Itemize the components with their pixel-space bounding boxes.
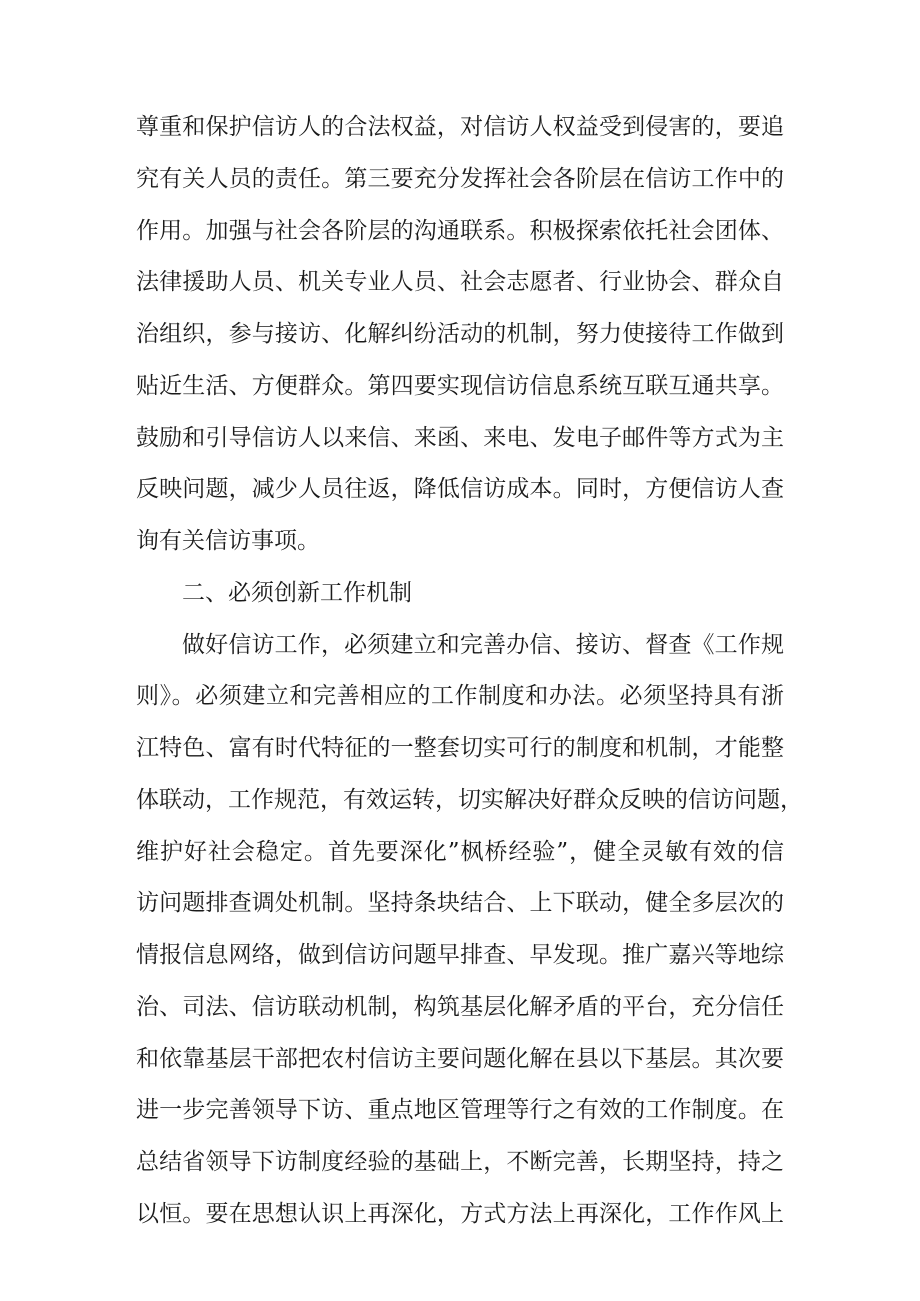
body-text-line: 法律援助人员、机关专业人员、社会志愿者、行业协会、群众自 xyxy=(136,269,784,295)
body-text-line: 作用。加强与社会各阶层的沟通联系。积极探索依托社会团体、 xyxy=(136,218,784,244)
body-text-line: 治、司法、信访联动机制，构筑基层化解矛盾的平台，充分信任 xyxy=(136,994,784,1020)
body-text-line: 反映问题，减少人员往返，降低信访成本。同时，方便信访人查 xyxy=(136,476,784,502)
body-text-line: 则》。必须建立和完善相应的工作制度和办法。必须坚持具有浙 xyxy=(136,683,784,709)
body-text-line: 维护好社会稳定。首先要深化”枫桥经验”，健全灵敏有效的信 xyxy=(136,839,784,865)
body-text-line: 体联动，工作规范，有效运转，切实解决好群众反映的信访问题， xyxy=(136,787,803,813)
body-text-line: 总结省领导下访制度经验的基础上，不断完善，长期坚持，持之 xyxy=(136,1149,784,1175)
body-text-line: 以恒。要在思想认识上再深化，方式方法上再深化，工作作风上 xyxy=(136,1201,784,1227)
body-text-line: 做好信访工作，必须建立和完善办信、接访、督查《工作规 xyxy=(182,632,784,658)
body-text-line: 进一步完善领导下访、重点地区管理等行之有效的工作制度。在 xyxy=(136,1097,784,1123)
body-text-line: 访问题排查调处机制。坚持条块结合、上下联动，健全多层次的 xyxy=(136,890,784,916)
body-text-line: 尊重和保护信访人的合法权益，对信访人权益受到侵害的，要追 xyxy=(136,114,784,140)
body-text-line: 究有关人员的责任。第三要充分发挥社会各阶层在信访工作中的 xyxy=(136,166,784,192)
body-text-line: 贴近生活、方便群众。第四要实现信访信息系统互联互通共享。 xyxy=(136,373,784,399)
body-text-line: 情报信息网络，做到信访问题早排查、早发现。推广嘉兴等地综 xyxy=(136,942,784,968)
body-text-line: 江特色、富有时代特征的一整套切实可行的制度和机制，才能整 xyxy=(136,735,784,761)
body-text-line: 询有关信访事项。 xyxy=(136,528,320,554)
body-text-line: 和依靠基层干部把农村信访主要问题化解在县以下基层。其次要 xyxy=(136,1046,784,1072)
section-heading: 二、必须创新工作机制 xyxy=(182,580,412,606)
body-text-line: 鼓励和引导信访人以来信、来函、来电、发电子邮件等方式为主 xyxy=(136,425,784,451)
body-text-line: 治组织，参与接访、化解纠纷活动的机制，努力使接待工作做到 xyxy=(136,321,784,347)
